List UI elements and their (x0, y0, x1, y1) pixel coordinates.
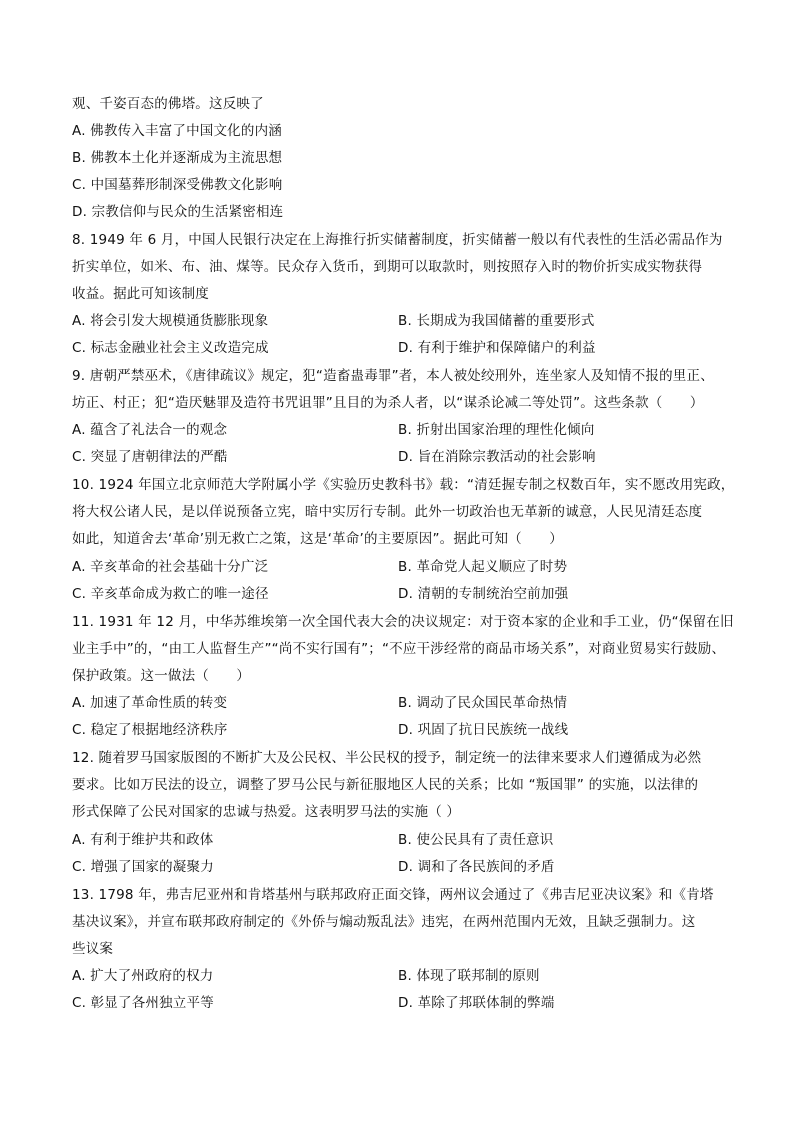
q10-option-d: D. 清朝的专制统治空前加强 (398, 586, 569, 602)
q13-option-c: C. 彰显了各州独立平等 (72, 995, 214, 1011)
q9-option-a: A. 蕴含了礼法合一的观念 (72, 422, 228, 438)
q11-stem-line-1: 11. 1931 年 12 月，中华苏维埃第一次全国代表大会的决议规定：对于资本家的企业和手工业，仍“保留在旧 (72, 614, 734, 630)
q11-option-b: B. 调动了民众国民革命热情 (398, 695, 568, 711)
q12-stem-line-1: 12. 随着罗马国家版图的不断扩大及公民权、半公民权的授予，制定统一的法律来要求人们遵循成为必然 (72, 750, 702, 766)
q7-option-c: C. 中国墓葬形制深受佛教文化影响 (72, 177, 283, 193)
q7-option-b: B. 佛教本土化并逐渐成为主流思想 (72, 150, 283, 166)
q10-option-a: A. 辛亥革命的社会基础十分广泛 (72, 559, 269, 575)
q13-stem-line-2: 基决议案》，并宣布联邦政府制定的《外侨与煽动叛乱法》违宪，在两州范围内无效，且缺乏强制力。这 (72, 914, 696, 930)
q10-option-c: C. 辛亥革命成为救亡的唯一途径 (72, 586, 269, 602)
q8-option-c: C. 标志金融业社会主义改造完成 (72, 340, 269, 356)
q8-stem-line-2: 折实单位，如米、布、油、煤等。民众存入货币，到期可以取款时，则按照存入时的物价折实成实物获得 (72, 259, 703, 275)
q10-stem-line-3: 如此，知道舍去‘革命’别无救亡之策，这是‘革命’的主要原因”。据此可知（ ） (72, 531, 563, 547)
q13-option-a: A. 扩大了州政府的权力 (72, 968, 214, 984)
q9-stem-line-2: 坊正、村正；犯“造厌魅罪及造符书咒诅罪”且目的为杀人者，以“谋杀论减二等处罚”。这些条款（ ） (72, 395, 704, 411)
q8-option-d: D. 有利于维护和保障储户的利益 (398, 340, 596, 356)
q12-stem-line-2: 要求。比如万民法的设立，调整了罗马公民与新征服地区人民的关系；比如 “叛国罪” 的实施，以法律的 (72, 777, 699, 793)
q8-option-a: A. 将会引发大规模通货膨胀现象 (72, 313, 269, 329)
q8-option-b: B. 长期成为我国储蓄的重要形式 (398, 313, 595, 329)
q13-stem-line-3: 些议案 (72, 941, 114, 957)
q10-stem-line-1: 10. 1924 年国立北京师范大学附属小学《实验历史教科书》载：“清廷握专制之权数百年，实不愿改用宪政， (72, 477, 735, 493)
q8-stem-line-1: 8. 1949 年 6 月，中国人民银行决定在上海推行折实储蓄制度，折实储蓄一般以有代表性的生活必需品作为 (72, 232, 723, 248)
q11-option-c: C. 稳定了根据地经济秩序 (72, 722, 228, 738)
q12-option-a: A. 有利于维护共和政体 (72, 832, 214, 848)
q10-option-b: B. 革命党人起义顺应了时势 (398, 559, 568, 575)
q12-stem-line-3: 形式保障了公民对国家的忠诚与热爱。这表明罗马法的实施（ ） (72, 804, 461, 820)
q12-option-c: C. 增强了国家的凝聚力 (72, 859, 214, 875)
q11-stem-line-3: 保护政策。这一做法（ ） (72, 668, 251, 684)
q9-option-d: D. 旨在消除宗教活动的社会影响 (398, 449, 596, 465)
q9-option-c: C. 突显了唐朝律法的严酷 (72, 449, 228, 465)
q8-stem-line-3: 收益。据此可知该制度 (72, 286, 209, 302)
q13-stem-line-1: 13. 1798 年，弗吉尼亚州和肯塔基州与联邦政府正面交锋，两州议会通过了《弗吉尼亚决议案》和《肯塔 (72, 887, 714, 903)
q13-option-b: B. 体现了联邦制的原则 (398, 968, 540, 984)
q7-stem-tail: 观、千姿百态的佛塔。这反映了 (72, 96, 264, 112)
q13-option-d: D. 革除了邦联体制的弊端 (398, 995, 555, 1011)
q7-option-a: A. 佛教传入丰富了中国文化的内涵 (72, 123, 282, 139)
q9-stem-line-1: 9. 唐朝严禁巫术，《唐律疏议》规定，犯“造畜蛊毒罪”者，本人被处绞刑外，连坐家人及知情不报的里正、 (72, 368, 714, 384)
q7-option-d: D. 宗教信仰与民众的生活紧密相连 (72, 204, 284, 220)
q12-option-b: B. 使公民具有了责任意识 (398, 832, 554, 848)
q11-stem-line-2: 业主手中”的，“由工人监督生产”“尚不实行国有”；“不应干涉经常的商品市场关系”，对商业贸易实行鼓励、 (72, 641, 726, 657)
q11-option-d: D. 巩固了抗日民族统一战线 (398, 722, 569, 738)
q11-option-a: A. 加速了革命性质的转变 (72, 695, 228, 711)
q10-stem-line-2: 将大权公诸人民，是以佯说预备立宪，暗中实厉行专制。此外一切政治也无革新的诚意，人民见清廷态度 (72, 504, 703, 520)
q9-option-b: B. 折射出国家治理的理性化倾向 (398, 422, 595, 438)
q12-option-d: D. 调和了各民族间的矛盾 (398, 859, 555, 875)
